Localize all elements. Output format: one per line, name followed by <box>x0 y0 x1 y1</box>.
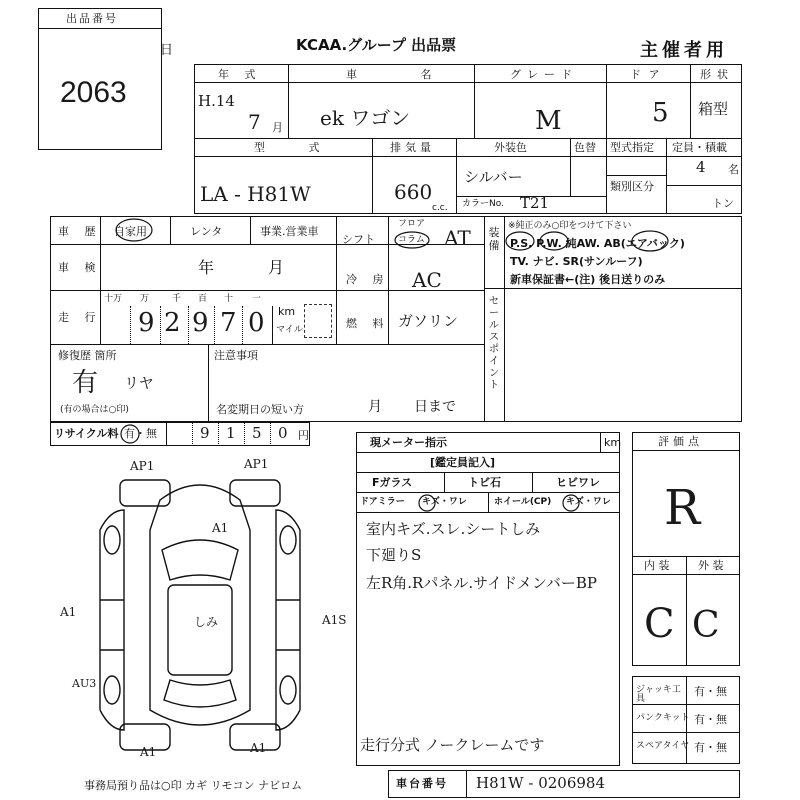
mirror-label: ドアミラー <box>360 497 405 507</box>
capacity-label: 定員・積載 <box>672 141 727 154</box>
mileage-digit-label: 十 <box>224 294 234 304</box>
mileage-digit: 0 <box>248 308 265 338</box>
model-value: LA - H81W <box>200 182 311 206</box>
score-value: R <box>664 480 701 536</box>
circle-mark-mirror <box>416 493 438 513</box>
name-change-label: 名変期日の短い方 <box>216 403 304 416</box>
accessory-label: パンクキット <box>636 713 690 723</box>
chip-label: トビ石 <box>468 476 501 489</box>
color-value: シルバー <box>464 168 523 186</box>
lot-label: 出品番号 <box>66 12 118 25</box>
equipment-line1: P.S. P.W. 純AW. AB(エアバック) <box>510 237 685 250</box>
inspector-note: 室内キズ.スレ.シートしみ <box>366 520 541 538</box>
day-char: 日 <box>160 43 174 58</box>
circle-mark-column <box>392 230 434 250</box>
wheel-options: キズ・ワレ <box>566 497 611 507</box>
color-label: 外装色 <box>494 141 527 154</box>
history-business: 事業.営業車 <box>260 225 319 238</box>
damage-mark: A1 <box>212 521 229 535</box>
capacity-value: 4 <box>696 158 706 176</box>
damage-mark: A1 <box>140 745 157 759</box>
year-label: 年 式 <box>218 68 262 81</box>
crack-label: ヒビワレ <box>556 476 600 489</box>
displacement-value: 660 <box>394 180 433 204</box>
load-unit: トン <box>712 197 734 210</box>
history-private: 自家用 <box>114 225 147 238</box>
repair-location: リヤ <box>124 374 154 392</box>
mileage-km: km <box>278 305 296 318</box>
form-title: KCAA.グループ 出品票 <box>296 36 457 54</box>
damage-mark: AP1 <box>130 459 155 473</box>
equipment-label: 装備 <box>488 226 500 252</box>
car-name: ek ワゴン <box>320 106 411 130</box>
name-change-month: 月 <box>368 399 382 415</box>
mileage-mile: マイル <box>276 325 303 335</box>
sales-point-label: セールスポイント <box>489 296 499 391</box>
caution-label: 注意事項 <box>214 349 258 362</box>
accessory-opts: 有・無 <box>694 741 727 754</box>
office-note: 事務局預り品は○印 カギ リモコン ナビロム <box>84 779 303 792</box>
shift-value: AT <box>444 226 471 250</box>
circle-mark-recycle <box>118 422 144 446</box>
class-label: 類別区分 <box>610 180 654 193</box>
shift-label: シフト <box>342 233 375 246</box>
displacement-label: 排気量 <box>390 141 435 154</box>
shift-floor: フロア <box>398 219 426 229</box>
damage-mark: AP1 <box>244 457 269 471</box>
inspector-footer-note: 走行分式 ノークレームです <box>360 736 545 754</box>
mileage-digit: 2 <box>164 308 181 338</box>
mileage-digit: 9 <box>138 308 155 338</box>
name-label: 車 名 <box>346 68 462 81</box>
damage-mark: AU3 <box>72 677 97 690</box>
meter-km: km <box>604 436 622 449</box>
organizer-label: 主催者用 <box>640 40 728 61</box>
meter-label: 現メーター指示 <box>370 436 447 449</box>
color-swap-label: 色替 <box>574 141 596 154</box>
equipment-line2: TV. ナビ. SR(サンルーフ) <box>510 255 643 268</box>
color-no-label: カラーNo. <box>462 199 504 209</box>
equipment-note: ※純正のみ○印をつけて下さい <box>508 221 632 231</box>
year-month: 7 <box>248 110 261 134</box>
shape-label: 形状 <box>700 68 734 81</box>
repair-note: (有の場合は○印) <box>60 405 129 415</box>
inspector-note: 左R角.Rパネル.サイドメンバーBP <box>366 574 597 592</box>
recycle-digit: 1 <box>226 424 236 442</box>
damage-mark: A1S <box>322 613 347 627</box>
doors-value: 5 <box>652 98 669 128</box>
lot-number: 2063 <box>60 76 127 109</box>
fuel-value: ガソリン <box>398 312 459 330</box>
year-era: H.14 <box>198 92 235 110</box>
glass-label: Fガラス <box>372 476 413 489</box>
inspector-title: [鑑定員記入] <box>430 456 496 469</box>
chassis-value: H81W - 0206984 <box>476 774 605 792</box>
inspection-year: 年 <box>198 258 215 277</box>
mileage-digit-label: 一 <box>252 294 262 304</box>
mileage-digit-label: 万 <box>140 294 150 304</box>
inspection-month: 月 <box>268 258 285 277</box>
inspection-label: 車 検 <box>58 261 102 274</box>
shift-column: コラム <box>398 235 425 245</box>
grade-value: M <box>535 106 562 136</box>
recycle-yen: 円 <box>298 429 309 442</box>
wheel-label: ホイール(CP) <box>494 497 552 507</box>
score-label: 評価点 <box>658 435 703 448</box>
accessory-opts: 有・無 <box>694 685 727 698</box>
mileage-label: 走 行 <box>58 311 102 324</box>
recycle-digit: 5 <box>252 424 262 442</box>
aircon-value: AC <box>412 268 442 292</box>
shape-value: 箱型 <box>698 100 729 118</box>
type-spec-label: 型式指定 <box>610 141 654 154</box>
fuel-label: 燃 料 <box>346 317 390 330</box>
mileage-digit-label: 千 <box>172 294 182 304</box>
model-label: 型 式 <box>254 141 340 154</box>
accessory-opts: 有・無 <box>694 713 727 726</box>
mileage-digit: 9 <box>192 308 209 338</box>
history-rental: レンタ <box>190 225 223 238</box>
damage-mark: A1 <box>250 741 267 755</box>
circle-mark-private <box>108 216 164 244</box>
door-label: ドア <box>630 68 668 81</box>
circle-mark-wheel <box>560 493 582 513</box>
aircon-label: 冷 房 <box>346 273 390 286</box>
cc-unit: c.c. <box>432 203 448 213</box>
repair-label: 修復歴 箇所 <box>58 349 117 362</box>
chassis-label: 車台番号 <box>396 777 448 790</box>
mileage-digit: 7 <box>220 308 237 338</box>
accessory-label: スペアタイヤ <box>636 741 690 751</box>
interior-label: 内 装 <box>644 559 670 572</box>
history-label: 車 歴 <box>58 225 102 238</box>
equipment-line3: 新車保証書←(注) 後日送りのみ <box>510 273 666 286</box>
damage-mark: A1 <box>60 605 77 619</box>
month-suffix: 月 <box>272 121 283 134</box>
mile-checkbox[interactable] <box>304 304 332 338</box>
exterior-label: 外 装 <box>698 559 724 572</box>
accessory-label: ジャッキ工具 <box>636 685 681 704</box>
name-change-day: 日まで <box>414 399 456 415</box>
recycle-digit: 9 <box>200 424 210 442</box>
mileage-digit-label: 十万 <box>104 294 123 304</box>
interior-value: C <box>644 601 675 647</box>
mirror-options: キズ・ワレ <box>422 497 467 507</box>
damage-mark: しみ <box>194 615 219 629</box>
recycle-label: リサイクル料 <box>54 427 119 440</box>
capacity-unit: 名 <box>728 163 739 176</box>
mileage-digit-label: 百 <box>198 294 208 304</box>
inspector-note: 下廻りS <box>366 546 422 564</box>
exterior-value: C <box>692 605 720 646</box>
recycle-digit: 0 <box>278 424 288 442</box>
repair-value: 有 <box>72 368 99 398</box>
recycle-options: 有・無 <box>124 427 157 440</box>
grade-label: グレード <box>510 68 578 81</box>
color-no-value: T21 <box>520 194 550 212</box>
circle-marks-equipment <box>502 228 702 254</box>
